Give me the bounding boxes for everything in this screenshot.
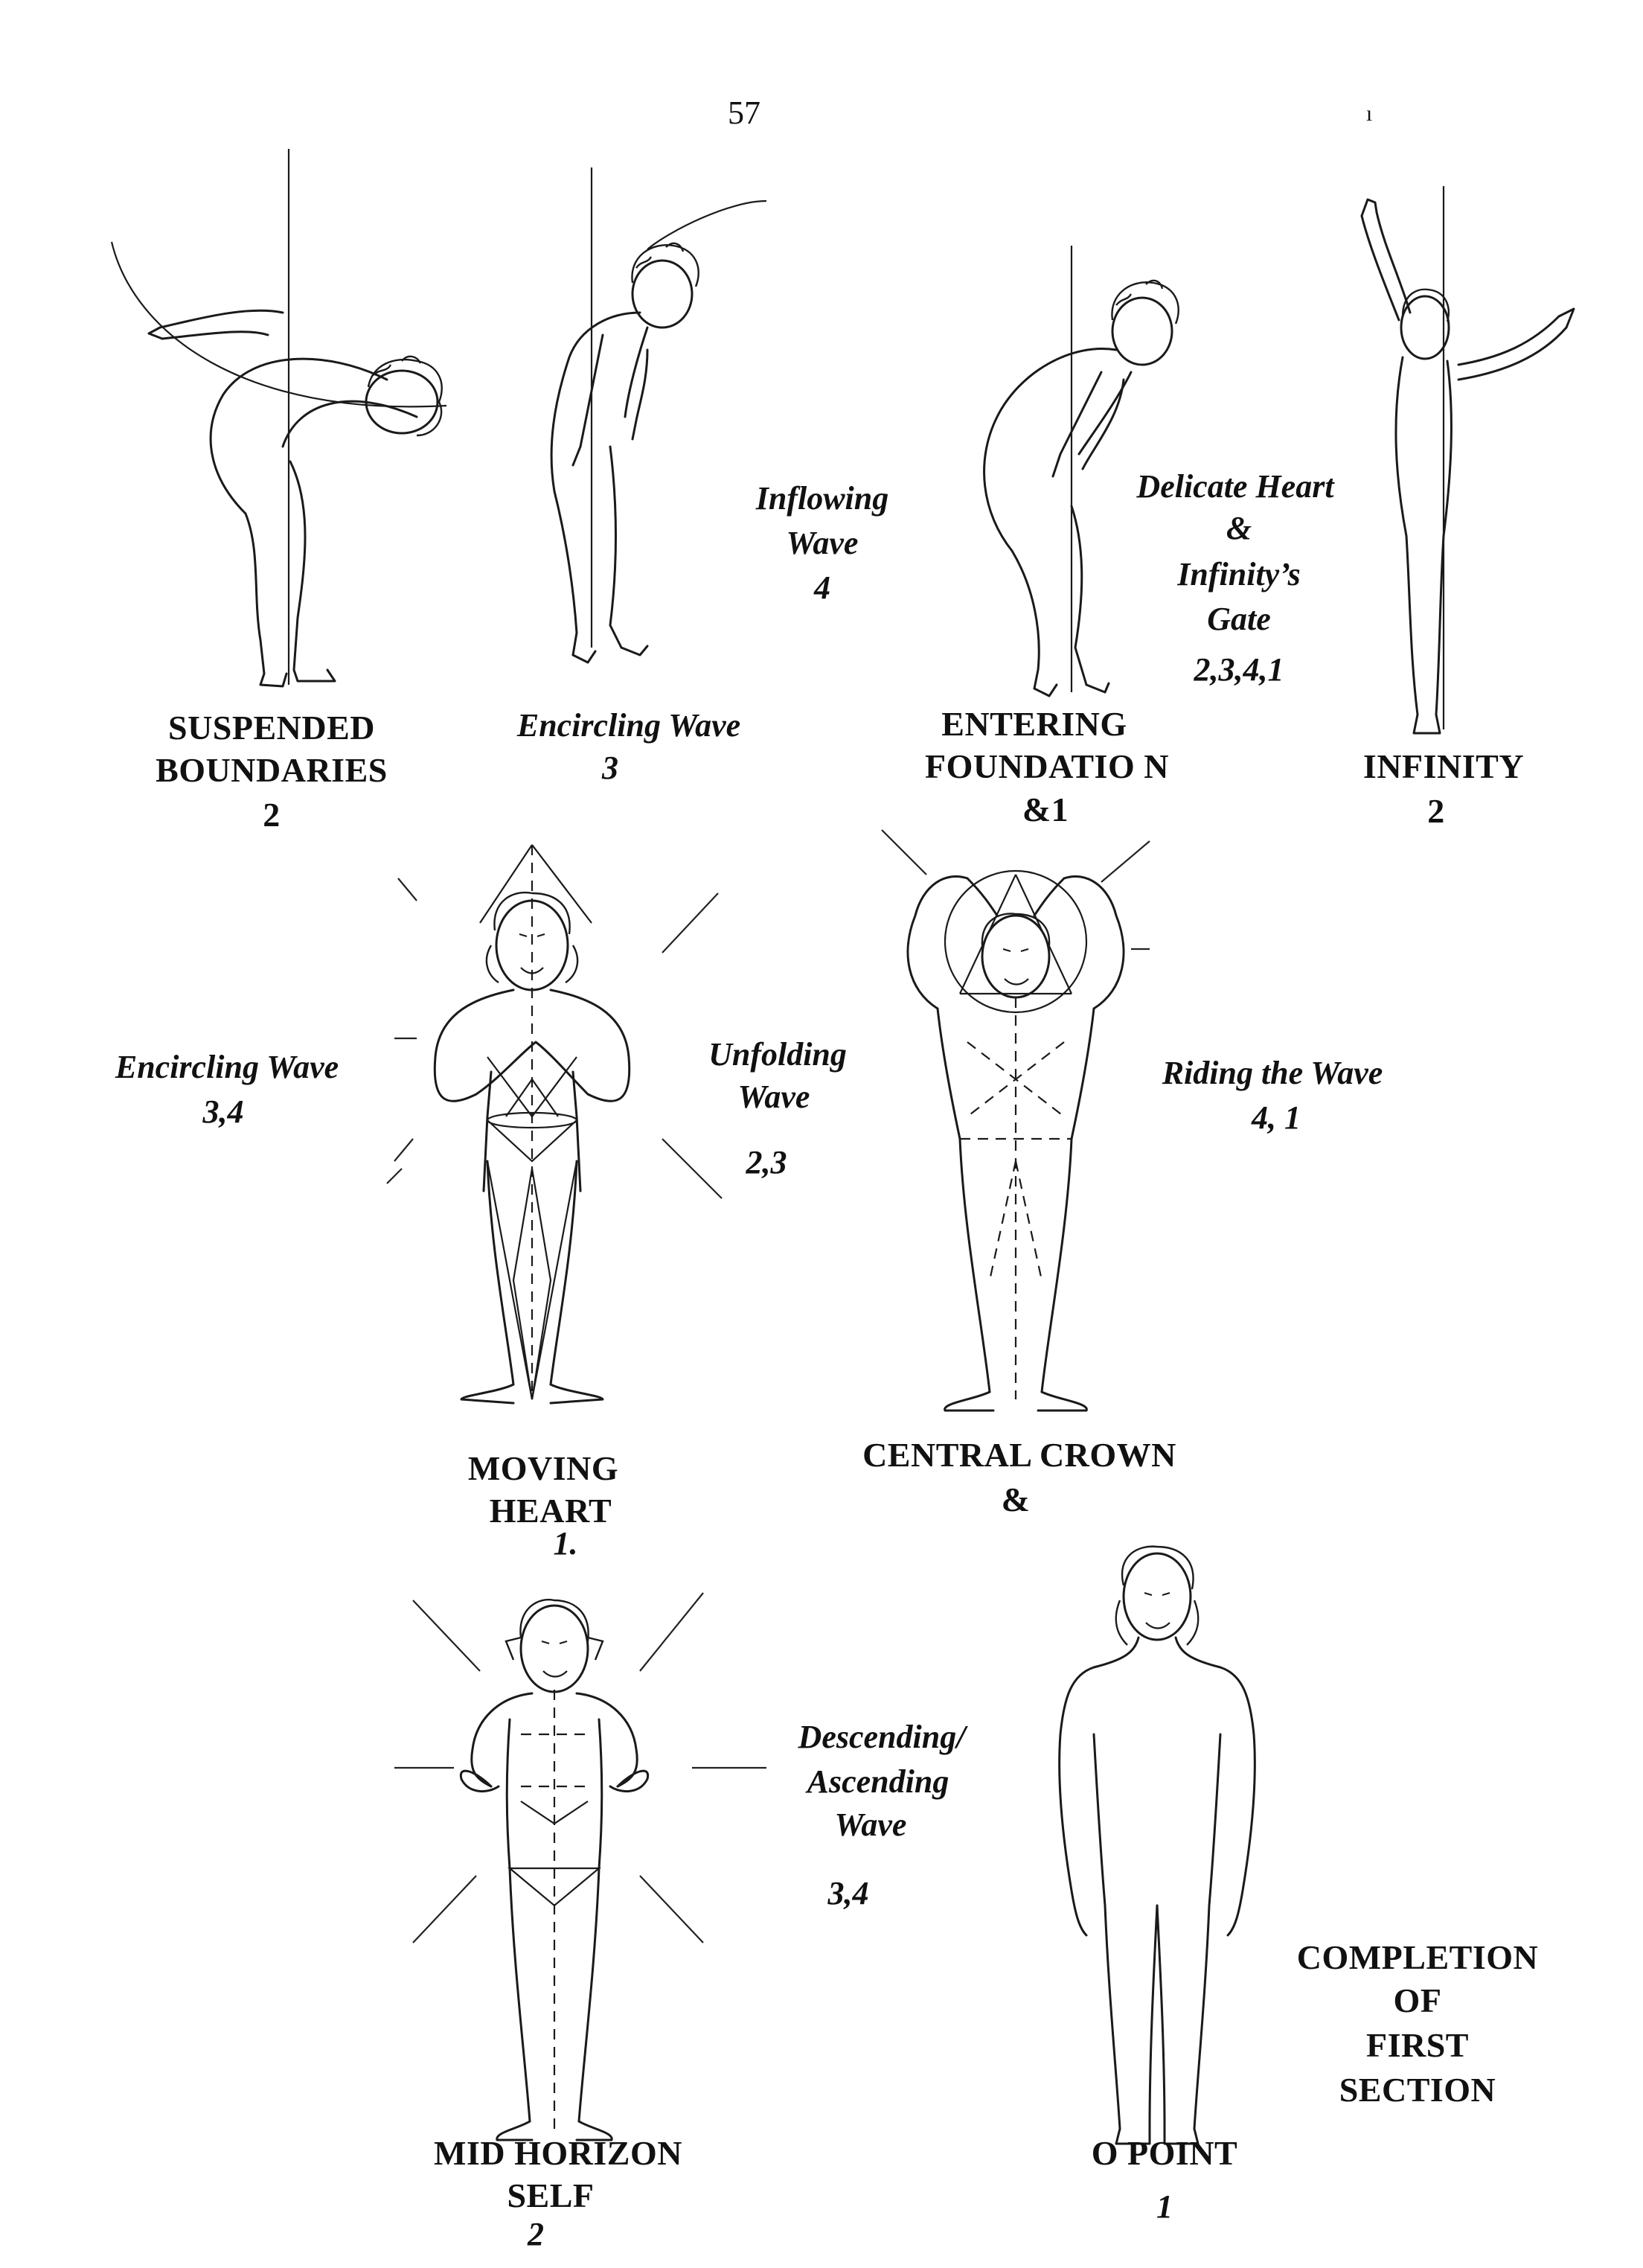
label-unfolding-wave-line1: Unfolding <box>708 1036 847 1073</box>
label-delicate-heart-line1: Delicate Heart <box>1136 468 1334 505</box>
label-descending-ascending-number: 3,4 <box>827 1875 869 1911</box>
figure-encircling-wave-top <box>551 167 766 662</box>
label-descending-ascending-line1: Descending/ <box>798 1719 966 1755</box>
label-delicate-heart-line2: & <box>1226 510 1252 546</box>
caption-entering-foundation-line1: ENTERING <box>941 705 1127 743</box>
label-riding-the-wave: Riding the Wave <box>1162 1055 1383 1091</box>
caption-entering-foundation-line2: FOUNDATIO N <box>925 747 1169 785</box>
figure-suspended-boundaries <box>112 149 446 686</box>
label-encircling-wave-mid-number: 3,4 <box>202 1093 244 1130</box>
caption-suspended-boundaries-line2: BOUNDARIES <box>156 751 388 789</box>
caption-infinity: INFINITY <box>1362 747 1525 785</box>
caption-entering-foundation-number: &1 <box>1022 790 1069 828</box>
label-unfolding-wave-number: 2,3 <box>746 1144 787 1181</box>
caption-mid-horizon-self-line1: MID HORIZON <box>434 2134 682 2172</box>
label-inflowing-wave-line1: Inflowing <box>755 480 889 517</box>
caption-central-crown-number: & <box>1001 1480 1031 1518</box>
caption-moving-heart-number: 1. <box>553 1525 578 1562</box>
caption-moving-heart-line1: MOVING <box>467 1449 619 1487</box>
caption-infinity-number: 2 <box>1427 792 1445 830</box>
caption-suspended-boundaries-line1: SUSPENDED <box>167 709 375 747</box>
label-riding-the-wave-number: 4, 1 <box>1252 1099 1301 1136</box>
label-descending-ascending-line2: Ascending <box>807 1763 949 1800</box>
corner-mark: ı <box>1365 101 1373 126</box>
figure-mid-horizon-self <box>394 1593 766 2140</box>
label-encircling-wave-top-number: 3 <box>602 750 618 786</box>
figure-central-crown <box>882 830 1150 1411</box>
caption-o-point-number: 1 <box>1156 2188 1173 2225</box>
label-encircling-wave-top: Encircling Wave <box>516 707 741 744</box>
caption-mid-horizon-self-line2: SELF <box>507 2176 595 2214</box>
caption-completion-line3: FIRST <box>1366 2026 1469 2064</box>
caption-suspended-boundaries-number: 2 <box>263 796 281 834</box>
caption-completion-line2: OF <box>1393 1981 1442 2019</box>
label-inflowing-wave-line2: Wave <box>786 525 859 561</box>
figure-o-point <box>1060 1547 1255 2144</box>
figure-moving-heart <box>387 845 722 1403</box>
caption-moving-heart-line2: HEART <box>489 1492 612 1530</box>
figure-infinity <box>1362 186 1574 733</box>
label-inflowing-wave-number: 4 <box>814 569 830 606</box>
label-descending-ascending-line3: Wave <box>834 1807 907 1843</box>
caption-mid-horizon-self-number: 2 <box>528 2216 544 2252</box>
caption-completion-line1: COMPLETION <box>1296 1938 1539 1976</box>
label-unfolding-wave-line2: Wave <box>737 1079 810 1115</box>
label-delicate-heart-number: 2,3,4,1 <box>1194 651 1284 688</box>
page-number: 57 <box>728 95 760 131</box>
label-delicate-heart-line3: Infinity’s <box>1177 556 1301 592</box>
label-delicate-heart-line4: Gate <box>1207 601 1271 637</box>
caption-central-crown: CENTRAL CROWN <box>862 1436 1176 1474</box>
caption-o-point: O POINT <box>1091 2134 1238 2172</box>
caption-completion-line4: SECTION <box>1339 2071 1496 2109</box>
label-encircling-wave-mid: Encircling Wave <box>115 1049 339 1085</box>
